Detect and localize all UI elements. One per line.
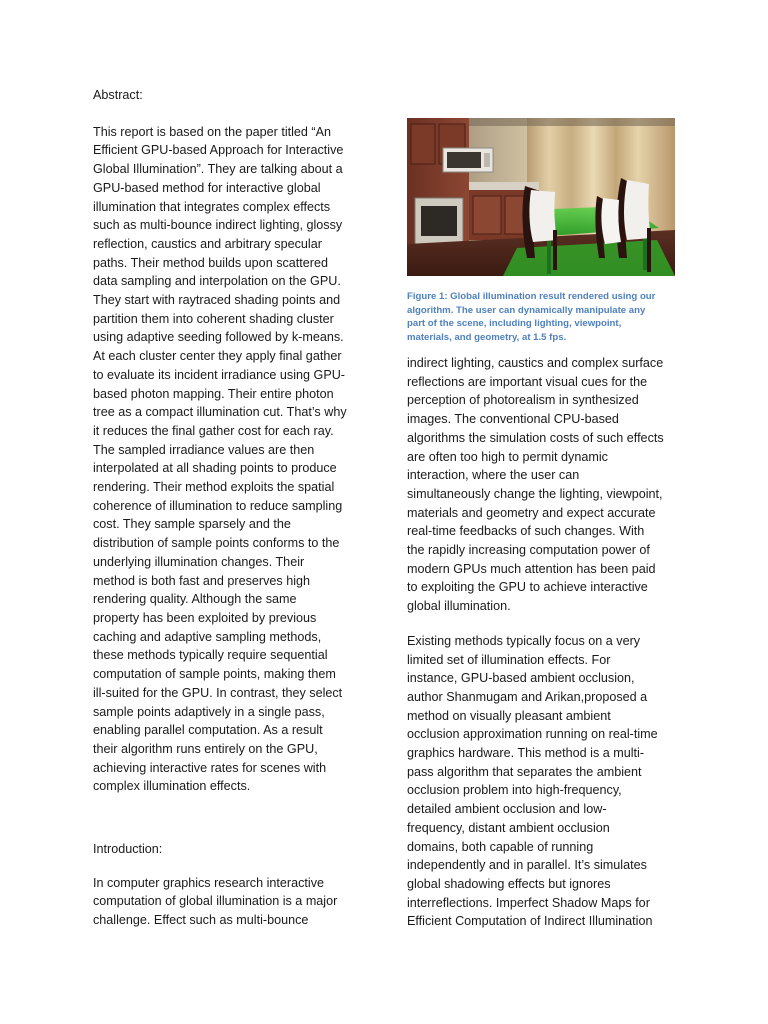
text-line: modern GPUs much attention has been paid bbox=[407, 561, 656, 576]
text-line: instance, GPU-based ambient occlusion, bbox=[407, 671, 635, 686]
text-line: property has been exploited by previous bbox=[93, 610, 317, 625]
text-line: reflection, caustics and arbitrary specular bbox=[93, 236, 322, 251]
text-line: method is both fast and preserves high bbox=[93, 573, 311, 588]
caption-line: Figure 1: Global illumination result rendered using our bbox=[407, 291, 656, 302]
text-line: caching and adaptive sampling methods, bbox=[93, 629, 322, 644]
text-line: coherence of illumination to reduce sampling bbox=[93, 498, 343, 513]
text-line: They start with raytraced shading points and bbox=[93, 293, 341, 308]
text-line: cost. They sample sparsely and the bbox=[93, 517, 291, 532]
text-line: the rapidly increasing computation power of bbox=[407, 543, 650, 558]
text-line: occlusion problem into high-frequency, bbox=[407, 783, 622, 798]
figure-image bbox=[407, 118, 675, 276]
text-line: simultaneously change the lighting, viewpoint, bbox=[407, 486, 663, 501]
text-line: pass algorithm that separates the ambient bbox=[407, 764, 642, 779]
text-line: are often too high to permit dynamic bbox=[407, 449, 608, 464]
text-line: computation of sample points, making them bbox=[93, 667, 336, 682]
text-line: At each cluster center they apply final gather bbox=[93, 349, 342, 364]
text-line: tree as a compact illumination cut. That’s why bbox=[93, 405, 347, 420]
text-line: reflections are important visual cues for the bbox=[407, 374, 648, 389]
figure-caption bbox=[407, 290, 682, 344]
text-line: real-time feedbacks of such changes. With bbox=[407, 524, 645, 539]
kitchen-render-illustration bbox=[407, 118, 675, 276]
text-line: sample points adaptively in a single pass, bbox=[93, 704, 325, 719]
text-line: images. The conventional CPU-based bbox=[407, 412, 619, 427]
text-line: algorithms the simulation costs of such effects bbox=[407, 430, 664, 445]
text-line: materials and geometry and expect accurate bbox=[407, 505, 656, 520]
spacer bbox=[93, 859, 363, 874]
text-line: limited set of illumination effects. For bbox=[407, 652, 611, 667]
text-line: rendering quality. Although the same bbox=[93, 592, 297, 607]
text-line: data sampling and interpolation on the GPU. bbox=[93, 274, 341, 289]
introduction-heading: Introduction: bbox=[93, 842, 163, 857]
text-line: interpolated at all shading points to produce bbox=[93, 461, 337, 476]
introduction-paragraph bbox=[93, 874, 363, 930]
text-line: Global Illumination”. They are talking about a bbox=[93, 162, 343, 177]
right-column bbox=[407, 354, 682, 931]
text-line: graphics hardware. This method is a multi- bbox=[407, 746, 645, 761]
text-line: method on visually pleasant ambient bbox=[407, 708, 611, 723]
text-line: such as multi-bounce indirect lighting, glossy bbox=[93, 218, 343, 233]
text-line: computation of global illumination is a major bbox=[93, 894, 338, 909]
text-line: achieving interactive rates for scenes with bbox=[93, 760, 327, 775]
text-line: to evaluate its incident irradiance using GPU- bbox=[93, 367, 346, 382]
abstract-heading: Abstract: bbox=[93, 88, 143, 102]
text-line: these methods typically require sequential bbox=[93, 648, 328, 663]
text-line: based photon mapping. Their entire photon bbox=[93, 386, 334, 401]
text-line: underlying illumination changes. Their bbox=[93, 554, 305, 569]
text-line: interreflections. Imperfect Shadow Maps for bbox=[407, 895, 650, 910]
text-line: independently and in parallel. It’s simulates bbox=[407, 858, 647, 873]
text-line: partition them into coherent shading cluster bbox=[93, 311, 334, 326]
text-line: In computer graphics research interactive bbox=[93, 875, 324, 890]
text-line: interaction, where the user can bbox=[407, 468, 580, 483]
caption-line: materials, and geometry, at 1.5 fps. bbox=[407, 331, 567, 343]
text-line: occlusion approximation running on real-time bbox=[407, 727, 658, 742]
text-line: their algorithm runs entirely on the GPU, bbox=[93, 741, 318, 756]
spacer bbox=[93, 796, 363, 840]
text-line: Efficient Computation of Indirect Illumination bbox=[407, 914, 653, 929]
text-line: global shadowing effects but ignores bbox=[407, 876, 611, 891]
text-line: it reduces the final gather cost for each ray. bbox=[93, 423, 334, 438]
text-line: paths. Their method builds upon scattered bbox=[93, 255, 328, 270]
right-paragraph-1 bbox=[407, 354, 682, 616]
text-line: to exploiting the GPU to achieve interactive bbox=[407, 580, 648, 595]
text-line: indirect lighting, caustics and complex surface bbox=[407, 356, 664, 370]
abstract-paragraph bbox=[93, 123, 363, 796]
text-line: detailed ambient occlusion and low- bbox=[407, 802, 607, 817]
text-line: Existing methods typically focus on a very bbox=[407, 633, 641, 648]
text-line: This report is based on the paper titled “An bbox=[93, 124, 332, 139]
spacer bbox=[407, 616, 682, 632]
text-line: Efficient GPU-based Approach for Interactive bbox=[93, 143, 344, 158]
text-line: enabling parallel computation. As a result bbox=[93, 723, 323, 738]
text-line: distribution of sample points conforms to the bbox=[93, 536, 340, 551]
left-column bbox=[93, 86, 363, 930]
text-line: challenge. Effect such as multi-bounce bbox=[93, 913, 309, 928]
right-paragraph-2 bbox=[407, 632, 682, 931]
caption-line: part of the scene, including lighting, viewpoint, bbox=[407, 318, 622, 330]
text-line: illumination that integrates complex effects bbox=[93, 199, 331, 214]
text-line: author Shanmugam and Arikan,proposed a bbox=[407, 689, 648, 704]
text-line: using adaptive seeding followed by k-means. bbox=[93, 330, 344, 345]
text-line: domains, both capable of running bbox=[407, 839, 594, 854]
text-line: complex illumination effects. bbox=[93, 779, 251, 794]
text-line: perception of photorealism in synthesized bbox=[407, 393, 639, 408]
text-line: GPU-based method for interactive global bbox=[93, 180, 321, 195]
text-line: The sampled irradiance values are then bbox=[93, 442, 315, 457]
text-line: rendering. Their method exploits the spatial bbox=[93, 480, 335, 495]
caption-line: algorithm. The user can dynamically manipulate any bbox=[407, 304, 646, 316]
text-line: ill-suited for the GPU. In contrast, they select bbox=[93, 685, 343, 700]
text-line: frequency, distant ambient occlusion bbox=[407, 820, 610, 835]
text-line: global illumination. bbox=[407, 599, 511, 614]
spacer bbox=[93, 105, 363, 123]
